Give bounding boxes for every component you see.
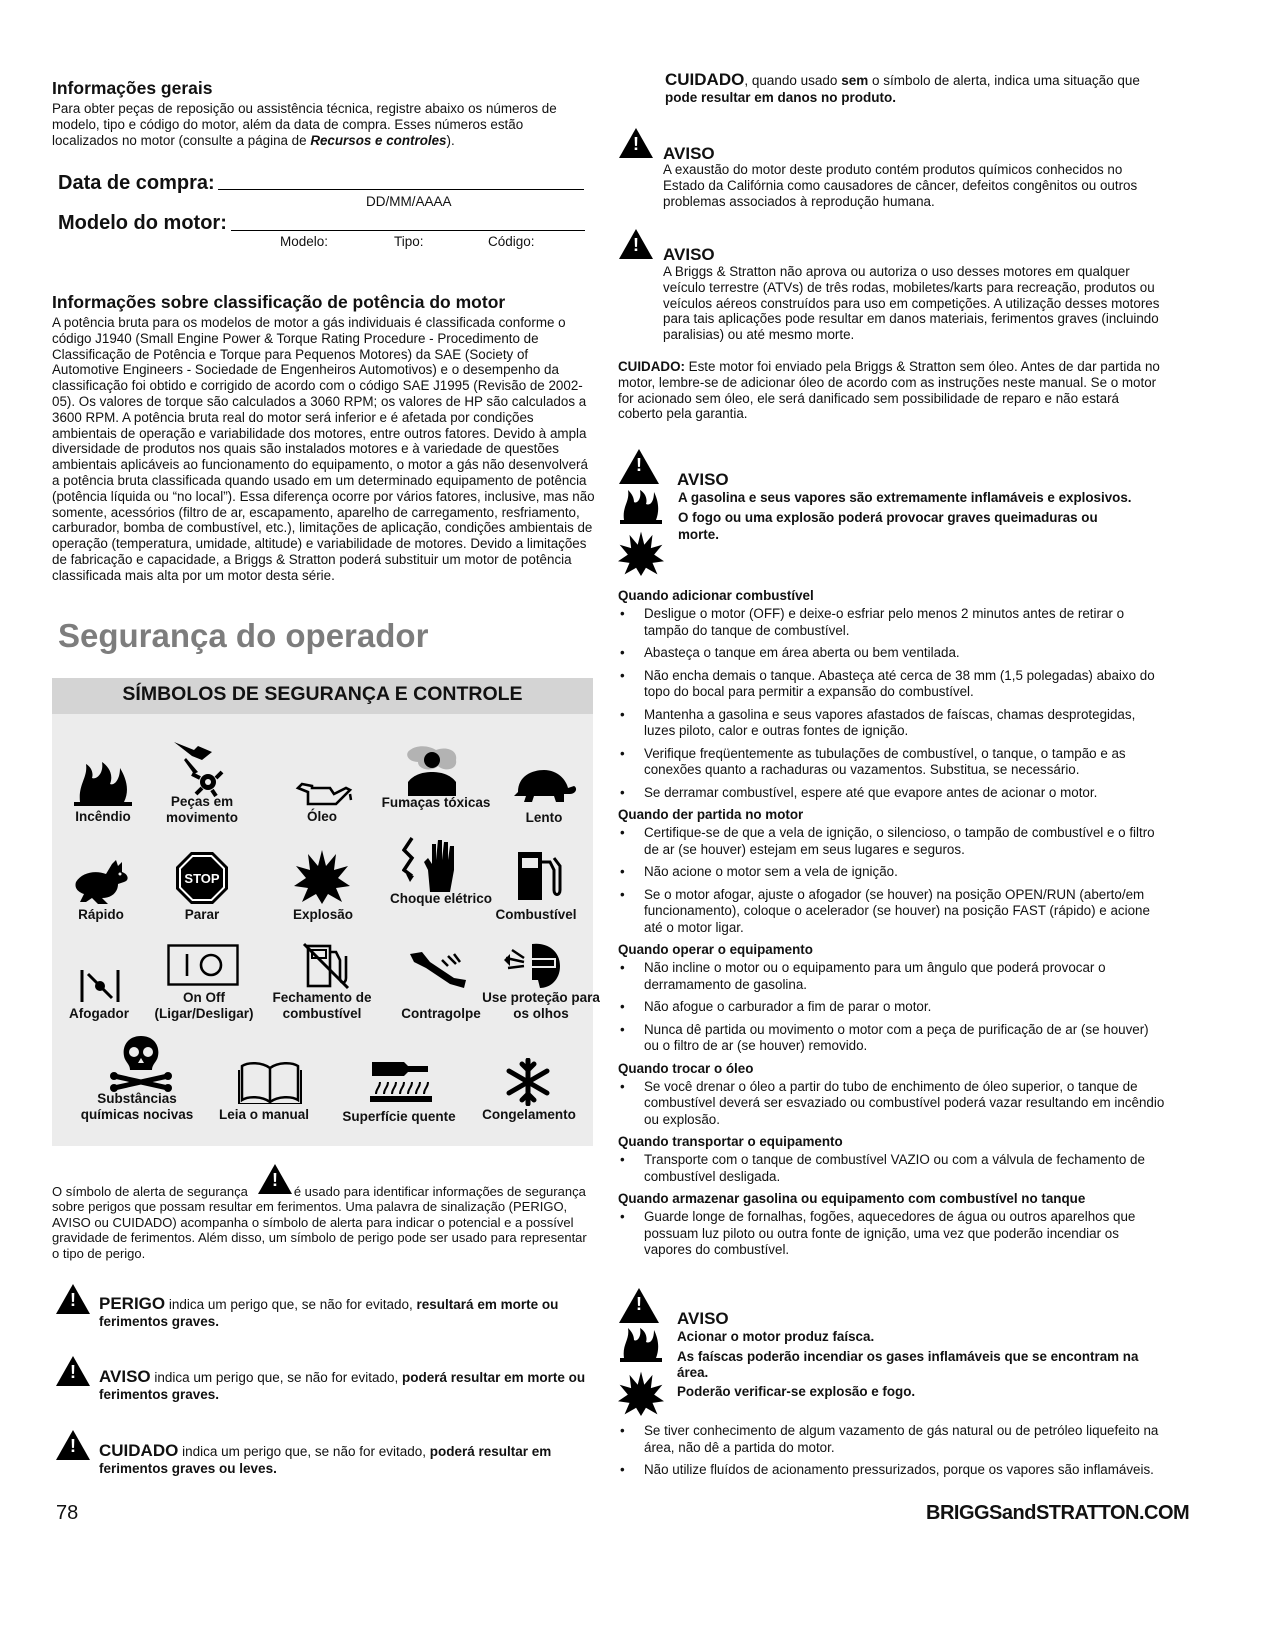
- group-transporting: [618, 1134, 1166, 1185]
- symbol-label-turtle: Lento: [525, 810, 563, 825]
- symbol-label-electric-shock: Choque elétrico: [389, 891, 492, 906]
- list-item: • Se você drenar o óleo a partir do tubo de enchimento de óleo superior, o tanque de combustível deverá ser esvaziado ou combustível poderá vazar resultando em incêndio ou explosão.: [618, 1079, 1166, 1129]
- symbol-label-fire: Incêndio: [75, 809, 131, 824]
- symbol-label-on-off: On Off (Ligar/Desligar): [154, 990, 254, 1021]
- date-format-hint: DD/MM/AAAA: [366, 194, 452, 209]
- list-item: • Não acione o motor sem a vela de ignição.: [618, 864, 1166, 881]
- purchase-date-line: [218, 189, 584, 190]
- group-title: Quando armazenar gasolina ou equipamento com combustível no tanque: [618, 1191, 1086, 1206]
- type-column-label: Tipo:: [394, 234, 424, 249]
- rabbit-icon: [72, 858, 130, 904]
- operator-safety-title: Segurança do operador: [58, 617, 429, 654]
- danger-alert-icon: [56, 1284, 90, 1314]
- fuel-pump-icon: [514, 850, 564, 902]
- danger-definition: PERIGO indica um perigo que, se não for evitado, resultará em morte ou ferimentos graves.: [99, 1294, 559, 1329]
- caution-definition: CUIDADO indica um perigo que, se não for evitado, poderá resultar em ferimentos graves ou leves.: [99, 1441, 552, 1476]
- list-item: • Se tiver conhecimento de algum vazamento de gás natural ou de petróleo liquefeito na área, não dê a partida do motor.: [618, 1423, 1166, 1456]
- spark-safety-list: [618, 1423, 1166, 1485]
- symbol-label-fuel-shutoff: Fechamento de combustível: [272, 990, 372, 1021]
- fire-icon: [72, 760, 134, 808]
- explosion-icon: [294, 848, 350, 904]
- warning-1-text: A exaustão do motor deste produto contém produtos químicos conhecidos no Estado da Califórnia como causadores de câncer, defeitos congênitos ou outros problemas associados à reprodução humana.: [663, 162, 1138, 209]
- symbol-label-moving-parts: Peças em movimento: [165, 794, 238, 825]
- warning-1-title: AVISO: [663, 144, 715, 163]
- list-item: • Transporte com o tanque de combustível VAZIO ou com a válvula de fechamento de combustível desligada.: [618, 1152, 1166, 1185]
- warning-2-alert-icon: [619, 229, 653, 259]
- warning-3-line-1: A gasolina e seus vapores são extremamente inflamáveis e explosivos.: [678, 490, 1132, 505]
- turtle-icon: [512, 768, 578, 804]
- snowflake-icon: [504, 1058, 552, 1106]
- warning-3-alert-icon: [619, 449, 659, 484]
- group-adding-fuel: [618, 588, 1166, 801]
- general-info-text: Para obter peças de reposição ou assistência técnica, registre abaixo os números de modelo, tipo e código do motor, além da data de compra. Esses números estão localizados no motor (consulte a página de Recursos e controles).: [52, 101, 557, 148]
- choke-icon: [80, 968, 120, 1004]
- product-caution-text: CUIDADO, quando usado sem o símbolo de alerta, indica uma situação que pode resultar em danos no produto.: [665, 70, 1140, 105]
- engine-model-label: Modelo do motor:: [58, 212, 227, 234]
- purchase-date-label: Data de compra:: [58, 172, 215, 194]
- warning-4-line-2: As faíscas poderão incendiar os gases inflamáveis que se encontram na área.: [677, 1349, 1139, 1380]
- power-rating-text: A potência bruta para os modelos de motor a gás individuais é classificada conforme o código J1940 (Small Engine Power & Torque Rating Procedure - Procedimento de Classificação de Potência e Torque para Pequenos Motores) da SAE (Society of Automotive Engineers - Sociedade de Engenheiros Automotivos) e o desempenho da classificação foi obtido e corrigido de acordo com o código SAE J1995 (Revisão de 2002-05). Os valores de torque são calculados a 3060 RPM; os valores de HP são calculados a 3600 RPM. A potência bruta real do motor será inferior e é afetada por condições ambientais de operação e variabilidade dos motores, entre outros fatores. Devido à ampla diversidade de produtos nos quais são instalados motores e à variedade de questões ambientais aplicáveis ao funcionamento do equipamento, o motor a gás não desenvolverá a potência bruta classificada quando usado em um determinado equipamento de potência (potência líquida ou “no local”). Essa diferença ocorre por vários fatores, inclusive, mas não somente, acessórios (filtro de ar, escapamento, aparelho de carregamento, resfriamento, carburador, bomba de combustível, etc.), limitações de aplicação, condições ambientais de operação (temperatura, umidade, altitude) e variabilidade de motores. Devido a limitações de fabricação e capacidade, a Briggs & Stratton poderá substituir um motor de potência classificada mais alta por um motor desta série.: [52, 315, 595, 583]
- warning-1-alert-icon: [619, 128, 653, 158]
- kickback-icon: [408, 950, 470, 990]
- website-footer: BRIGGSandSTRATTON.COM: [926, 1502, 1190, 1524]
- stop-sign-icon: [174, 850, 230, 906]
- page-number: 78: [56, 1502, 79, 1524]
- list-item: • Guarde longe de fornalhas, fogões, aquecedores de água ou outros aparelhos que possuam luz piloto ou outra fonte de ignição, uma vez que poderão incendiar os vapores do combustível.: [618, 1209, 1166, 1259]
- eye-protection-icon: [502, 940, 562, 990]
- toxic-fumes-icon: [404, 744, 462, 798]
- symbol-label-chemicals: Substâncias químicas nocivas: [80, 1091, 194, 1122]
- list-item: • Abasteça o tanque em área aberta ou bem ventilada.: [618, 645, 1166, 662]
- symbol-label-oil: Óleo: [306, 809, 337, 824]
- symbol-label-explosion: Explosão: [292, 907, 354, 922]
- safety-alert-text: O símbolo de alerta de segurança é usado para identificar informações de segurança sobre perigos que possam resultar em ferimentos. Uma palavra de sinalização (PERIGO, AVISO ou CUIDADO) acompanha o símbolo de alerta para indicar o potencial e a possível gravidade de ferimentos. Além disso, um símbolo de perigo pode ser usado para representar o tipo de perigo.: [52, 1184, 587, 1261]
- symbols-panel-title: SÍMBOLOS DE SEGURANÇA E CONTROLE: [122, 683, 523, 705]
- group-title: Quando adicionar combustível: [618, 588, 814, 603]
- group-operating-equipment: [618, 942, 1166, 1055]
- group-title: Quando operar o equipamento: [618, 942, 813, 957]
- symbol-label-fuel: Combustível: [495, 907, 577, 922]
- list-item: • Certifique-se de que a vela de ignição, o silencioso, o tampão de combustível e o filtro de ar (se houver) estejam em seus lugares e seguros.: [618, 825, 1166, 858]
- list-item: • Se derramar combustível, espere até que evapore antes de acionar o motor.: [618, 785, 1166, 802]
- fuel-safety-groups: [618, 586, 1166, 1265]
- symbol-label-kickback: Contragolpe: [401, 1006, 481, 1021]
- symbol-label-toxic-fumes: Fumaças tóxicas: [381, 795, 491, 810]
- symbol-label-hot-surface: Superfície quente: [342, 1109, 456, 1124]
- power-rating-title: Informações sobre classificação de potência do motor: [52, 292, 506, 312]
- manual-book-icon: [238, 1060, 302, 1104]
- moving-parts-icon: [172, 738, 224, 798]
- fuel-shutoff-icon: [302, 942, 350, 990]
- warning-3-line-2: O fogo ou uma explosão poderá provocar graves queimaduras ou morte.: [678, 510, 1098, 542]
- oil-caution-text: CUIDADO: Este motor foi enviado pela Briggs & Stratton sem óleo. Antes de dar partida no motor, lembre-se de adicionar óleo de acordo com as instruções neste manual. Se o motor for acionado sem óleo, ele será danificado sem possibilidade de reparo e não estará coberto pela garantia.: [618, 359, 1160, 422]
- list-item: • Nunca dê partida ou movimento o motor com a peça de purificação de ar (se houver) ou o filtro de ar (se houver) removido.: [618, 1022, 1166, 1055]
- warning-2-title: AVISO: [663, 245, 715, 264]
- symbol-label-freezing: Congelamento: [482, 1107, 576, 1122]
- warning-3-fire-icon: [618, 488, 664, 526]
- stop-sign-text: STOP: [184, 871, 220, 886]
- oil-can-icon: [294, 780, 354, 808]
- group-title: Quando transportar o equipamento: [618, 1134, 843, 1149]
- list-item: • Não afogue o carburador a fim de parar o motor.: [618, 999, 1166, 1016]
- symbol-label-rabbit: Rápido: [78, 907, 124, 922]
- warning-2-text: A Briggs & Stratton não aprova ou autoriza o uso desses motores em qualquer veículo terrestre (ATVs) de três rodas, mobiletes/karts para recreação, produtos ou veículos aéreos construídos para uso em competições. A utilização desses motores para tais aplicações pode resultar em danos materiais, ferimentos graves (incluindo paralisias) ou até mesmo morte.: [663, 264, 1160, 343]
- warning-alert-icon: [56, 1356, 90, 1386]
- warning-definition: AVISO indica um perigo que, se não for evitado, poderá resultar em morte ou ferimentos graves.: [99, 1367, 586, 1402]
- warning-4-explosion-icon: [618, 1370, 664, 1416]
- symbol-label-manual: Leia o manual: [218, 1107, 310, 1122]
- model-column-label: Modelo:: [280, 234, 329, 249]
- warning-3-explosion-icon: [618, 530, 664, 576]
- list-item: • Mantenha a gasolina e seus vapores afastados de faíscas, chamas desprotegidas, luzes piloto, calor e outras fontes de ignição.: [618, 707, 1166, 740]
- warning-3-title: AVISO: [677, 470, 729, 489]
- symbols-panel: [52, 678, 600, 1146]
- skull-crossbones-icon: [110, 1034, 172, 1092]
- group-title: Quando der partida no motor: [618, 807, 804, 822]
- warning-4-alert-icon: [619, 1288, 659, 1323]
- list-item: • Se o motor afogar, ajuste o afogador (se houver) na posição OPEN/RUN (aberto/em funcionamento), coloque o acelerador (se houver) na posição FAST (rápido) e acione até o motor ligar.: [618, 887, 1166, 937]
- on-off-icon: [167, 944, 239, 986]
- list-item: • Não encha demais o tanque. Abasteça até cerca de 38 mm (1,5 polegadas) abaixo do topo do bocal para permitir a expansão do combustível.: [618, 668, 1166, 701]
- warning-4-line-3: Poderão verificar-se explosão e fogo.: [677, 1384, 916, 1399]
- list-item: • Verifique freqüentemente as tubulações de combustível, o tanque, o tampão e as conexões quanto a rachaduras ou vazamentos. Substitua, se necessário.: [618, 746, 1166, 779]
- code-column-label: Código:: [488, 234, 535, 249]
- group-title: Quando trocar o óleo: [618, 1060, 754, 1076]
- list-item: • Não utilize fluídos de acionamento pressurizados, porque os vapores são inflamáveis.: [618, 1462, 1166, 1479]
- group-starting-engine: [618, 807, 1166, 936]
- warning-4-fire-icon: [618, 1326, 664, 1364]
- warning-4-line-1: Acionar o motor produz faísca.: [677, 1329, 875, 1344]
- hot-surface-icon: [368, 1060, 434, 1104]
- list-item: • Desligue o motor (OFF) e deixe-o esfriar pelo menos 2 minutos antes de retirar o tampão do tanque de combustível.: [618, 606, 1166, 639]
- group-storing: [618, 1191, 1166, 1259]
- general-info-title: Informações gerais: [52, 78, 213, 98]
- caution-alert-icon: [56, 1430, 90, 1460]
- engine-model-line: [231, 230, 585, 231]
- symbol-label-choke: Afogador: [69, 1006, 129, 1021]
- group-changing-oil: [618, 1061, 1166, 1129]
- symbol-label-eye-protection: Use proteção para os olhos: [482, 990, 600, 1021]
- list-item: • Não incline o motor ou o equipamento para um ângulo que poderá provocar o derramamento de gasolina.: [618, 960, 1166, 993]
- electric-shock-icon: [402, 836, 462, 892]
- warning-4-title: AVISO: [677, 1309, 729, 1328]
- symbol-label-stop: Parar: [184, 907, 220, 922]
